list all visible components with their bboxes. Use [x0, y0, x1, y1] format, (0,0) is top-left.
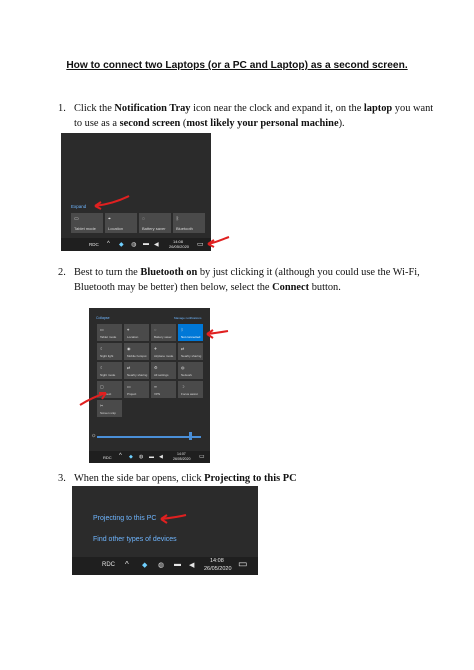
battery-icon[interactable]: ▬ — [143, 241, 149, 247]
tile-all-settings[interactable] — [151, 362, 176, 379]
app-icon[interactable]: ◆ — [119, 242, 124, 248]
tile-icon: ⚙ — [154, 365, 158, 370]
tile-icon: ∞ — [154, 384, 157, 389]
tile-mobile-hotspot[interactable] — [124, 343, 149, 360]
tile-nearby-sharing[interactable] — [124, 362, 149, 379]
tile-icon: ▭ — [127, 384, 131, 389]
clock-date[interactable]: 26/05/2020 — [169, 244, 190, 249]
tile-icon: ◌ — [154, 327, 157, 332]
volume-icon[interactable]: ◀ — [159, 454, 163, 460]
tile-label: Battery saver — [154, 335, 172, 339]
tile-icon: ⇄ — [127, 365, 131, 370]
tile-icon: ⇄ — [181, 346, 185, 351]
tile-icon: ▭ — [100, 327, 104, 332]
manage-notifications-link[interactable]: Manage notifications — [174, 316, 202, 320]
brightness-slider[interactable] — [97, 436, 201, 438]
tile-battery-saver[interactable] — [151, 324, 176, 341]
screenshot-notification-tray — [61, 133, 211, 238]
language-indicator[interactable]: RDC — [102, 562, 115, 568]
tile-label: Night mode — [100, 373, 116, 377]
screenshot-action-center — [89, 308, 210, 451]
tile-label: Tablet mode — [100, 335, 117, 339]
tile-icon: ✂ — [100, 403, 104, 408]
clock-date[interactable]: 26/05/2020 — [173, 457, 191, 461]
battery-icon: ◌ — [142, 216, 145, 222]
tile-icon: ▢ — [100, 384, 104, 389]
taskbar-2 — [89, 451, 210, 463]
step-number: 1. — [58, 103, 66, 114]
expand-link[interactable]: Expand — [71, 204, 87, 209]
tile-icon: ☾ — [100, 365, 104, 370]
clock-time[interactable]: 14:08 — [210, 558, 224, 564]
collapse-link[interactable]: Collapse — [96, 316, 110, 320]
step-text: Click the Notification Tray icon near the clock and expand it, on the laptop you want to use as a second screen (most likely your personal machine). — [74, 103, 434, 129]
notification-tray-icon[interactable]: ▭ — [199, 454, 205, 460]
tile-icon: ⌖ — [127, 327, 130, 332]
chevron-up-icon[interactable]: ^ — [119, 453, 122, 459]
tile-vpn[interactable] — [151, 381, 176, 398]
clock-time[interactable]: 14:08 — [173, 239, 184, 244]
red-arrow-icon — [205, 234, 231, 248]
tile-icon: ᛒ — [181, 327, 184, 332]
bluetooth-icon: ᛒ — [176, 216, 180, 222]
document-title: How to connect two Laptops (or a PC and Laptop) as a second screen. — [66, 60, 408, 71]
language-indicator[interactable]: RDC — [89, 242, 99, 247]
tile-label: All settings — [154, 373, 169, 377]
tile-focus-assist[interactable] — [178, 381, 203, 398]
projecting-to-this-pc-link[interactable]: Projecting to this PC — [93, 515, 157, 522]
clock-date[interactable]: 26/05/2020 — [204, 566, 232, 572]
battery-icon[interactable]: ▬ — [174, 561, 181, 568]
wifi-icon[interactable]: ◍ — [139, 454, 144, 460]
tile-not-connected[interactable] — [178, 324, 203, 341]
tile-location[interactable]: ⌖ Location — [105, 213, 137, 233]
chevron-up-icon[interactable]: ^ — [125, 560, 129, 569]
tile-icon: ✈ — [154, 346, 158, 351]
notification-tray-icon[interactable]: ▭ — [197, 241, 204, 248]
taskbar-3 — [72, 557, 258, 575]
tile-label: Network — [181, 373, 193, 377]
screenshot-projecting-panel — [72, 486, 258, 557]
tile-battery-saver[interactable]: ◌ Battery saver — [139, 213, 171, 233]
brightness-icon: ☼ — [91, 433, 97, 439]
tile-label: Not connected — [181, 335, 201, 339]
app-icon[interactable]: ◆ — [129, 454, 133, 460]
tile-label: Mobile hotspot — [127, 354, 147, 358]
tile-icon: ◍ — [181, 365, 185, 370]
tile-nearby-sharing[interactable] — [178, 343, 203, 360]
tile-label: Location — [127, 335, 139, 339]
tile-label: Airplane mode — [154, 354, 174, 358]
tile-label: VPN — [154, 392, 161, 396]
notification-tray-icon[interactable]: ▭ — [238, 559, 248, 570]
find-other-devices-link[interactable]: Find other types of devices — [93, 536, 177, 543]
tile-icon: ☾ — [100, 346, 104, 351]
slider-thumb[interactable] — [189, 432, 192, 440]
chevron-up-icon[interactable]: ^ — [107, 241, 110, 247]
step-text: When the side bar opens, click Projecting to this PC — [74, 473, 297, 484]
tile-label: Nearby sharing — [127, 373, 148, 377]
red-arrow-icon — [91, 194, 131, 210]
volume-icon[interactable]: ◀ — [154, 242, 159, 248]
step-number: 2. — [58, 267, 66, 278]
tile-night-light[interactable] — [97, 343, 122, 360]
red-arrow-icon — [76, 390, 110, 408]
tile-network[interactable] — [178, 362, 203, 379]
tile-label: Focus assist — [181, 392, 198, 396]
app-icon[interactable]: ◆ — [142, 562, 148, 569]
tile-airplane-mode[interactable] — [151, 343, 176, 360]
tile-tablet-mode[interactable]: ▭ Tablet mode — [71, 213, 103, 233]
red-arrow-icon — [204, 326, 230, 340]
tile-label: Connect — [100, 392, 112, 396]
wifi-icon[interactable]: ◍ — [158, 562, 165, 569]
tile-label: Nearby sharing — [181, 354, 202, 358]
step-number: 3. — [58, 473, 66, 484]
tablet-icon: ▭ — [74, 216, 79, 222]
clock-time[interactable]: 14:07 — [177, 452, 186, 456]
tile-bluetooth[interactable]: ᛒ Bluetooth — [173, 213, 205, 233]
red-arrow-icon — [158, 511, 188, 525]
location-icon: ⌖ — [108, 216, 111, 222]
step-text: Best to turn the Bluetooth on by just clicking it (although you could use the Wi-Fi, Bluetooth may be better) then below, select the Connect button. — [74, 267, 420, 293]
volume-icon[interactable]: ◀ — [189, 562, 195, 569]
taskbar-1 — [61, 238, 211, 251]
tile-night-mode[interactable] — [97, 362, 122, 379]
wifi-icon[interactable]: ◍ — [131, 242, 137, 248]
language-indicator[interactable]: RDC — [103, 455, 112, 460]
tile-tablet-mode[interactable] — [97, 324, 122, 341]
tile-location[interactable] — [124, 324, 149, 341]
tile-icon: ☽ — [181, 384, 185, 389]
tile-icon: ◉ — [127, 346, 131, 351]
tile-label: Screen snip — [100, 411, 116, 415]
tile-label: Night light — [100, 354, 114, 358]
battery-icon[interactable]: ▬ — [149, 454, 154, 460]
tile-project[interactable] — [124, 381, 149, 398]
tile-label: Project — [127, 392, 137, 396]
